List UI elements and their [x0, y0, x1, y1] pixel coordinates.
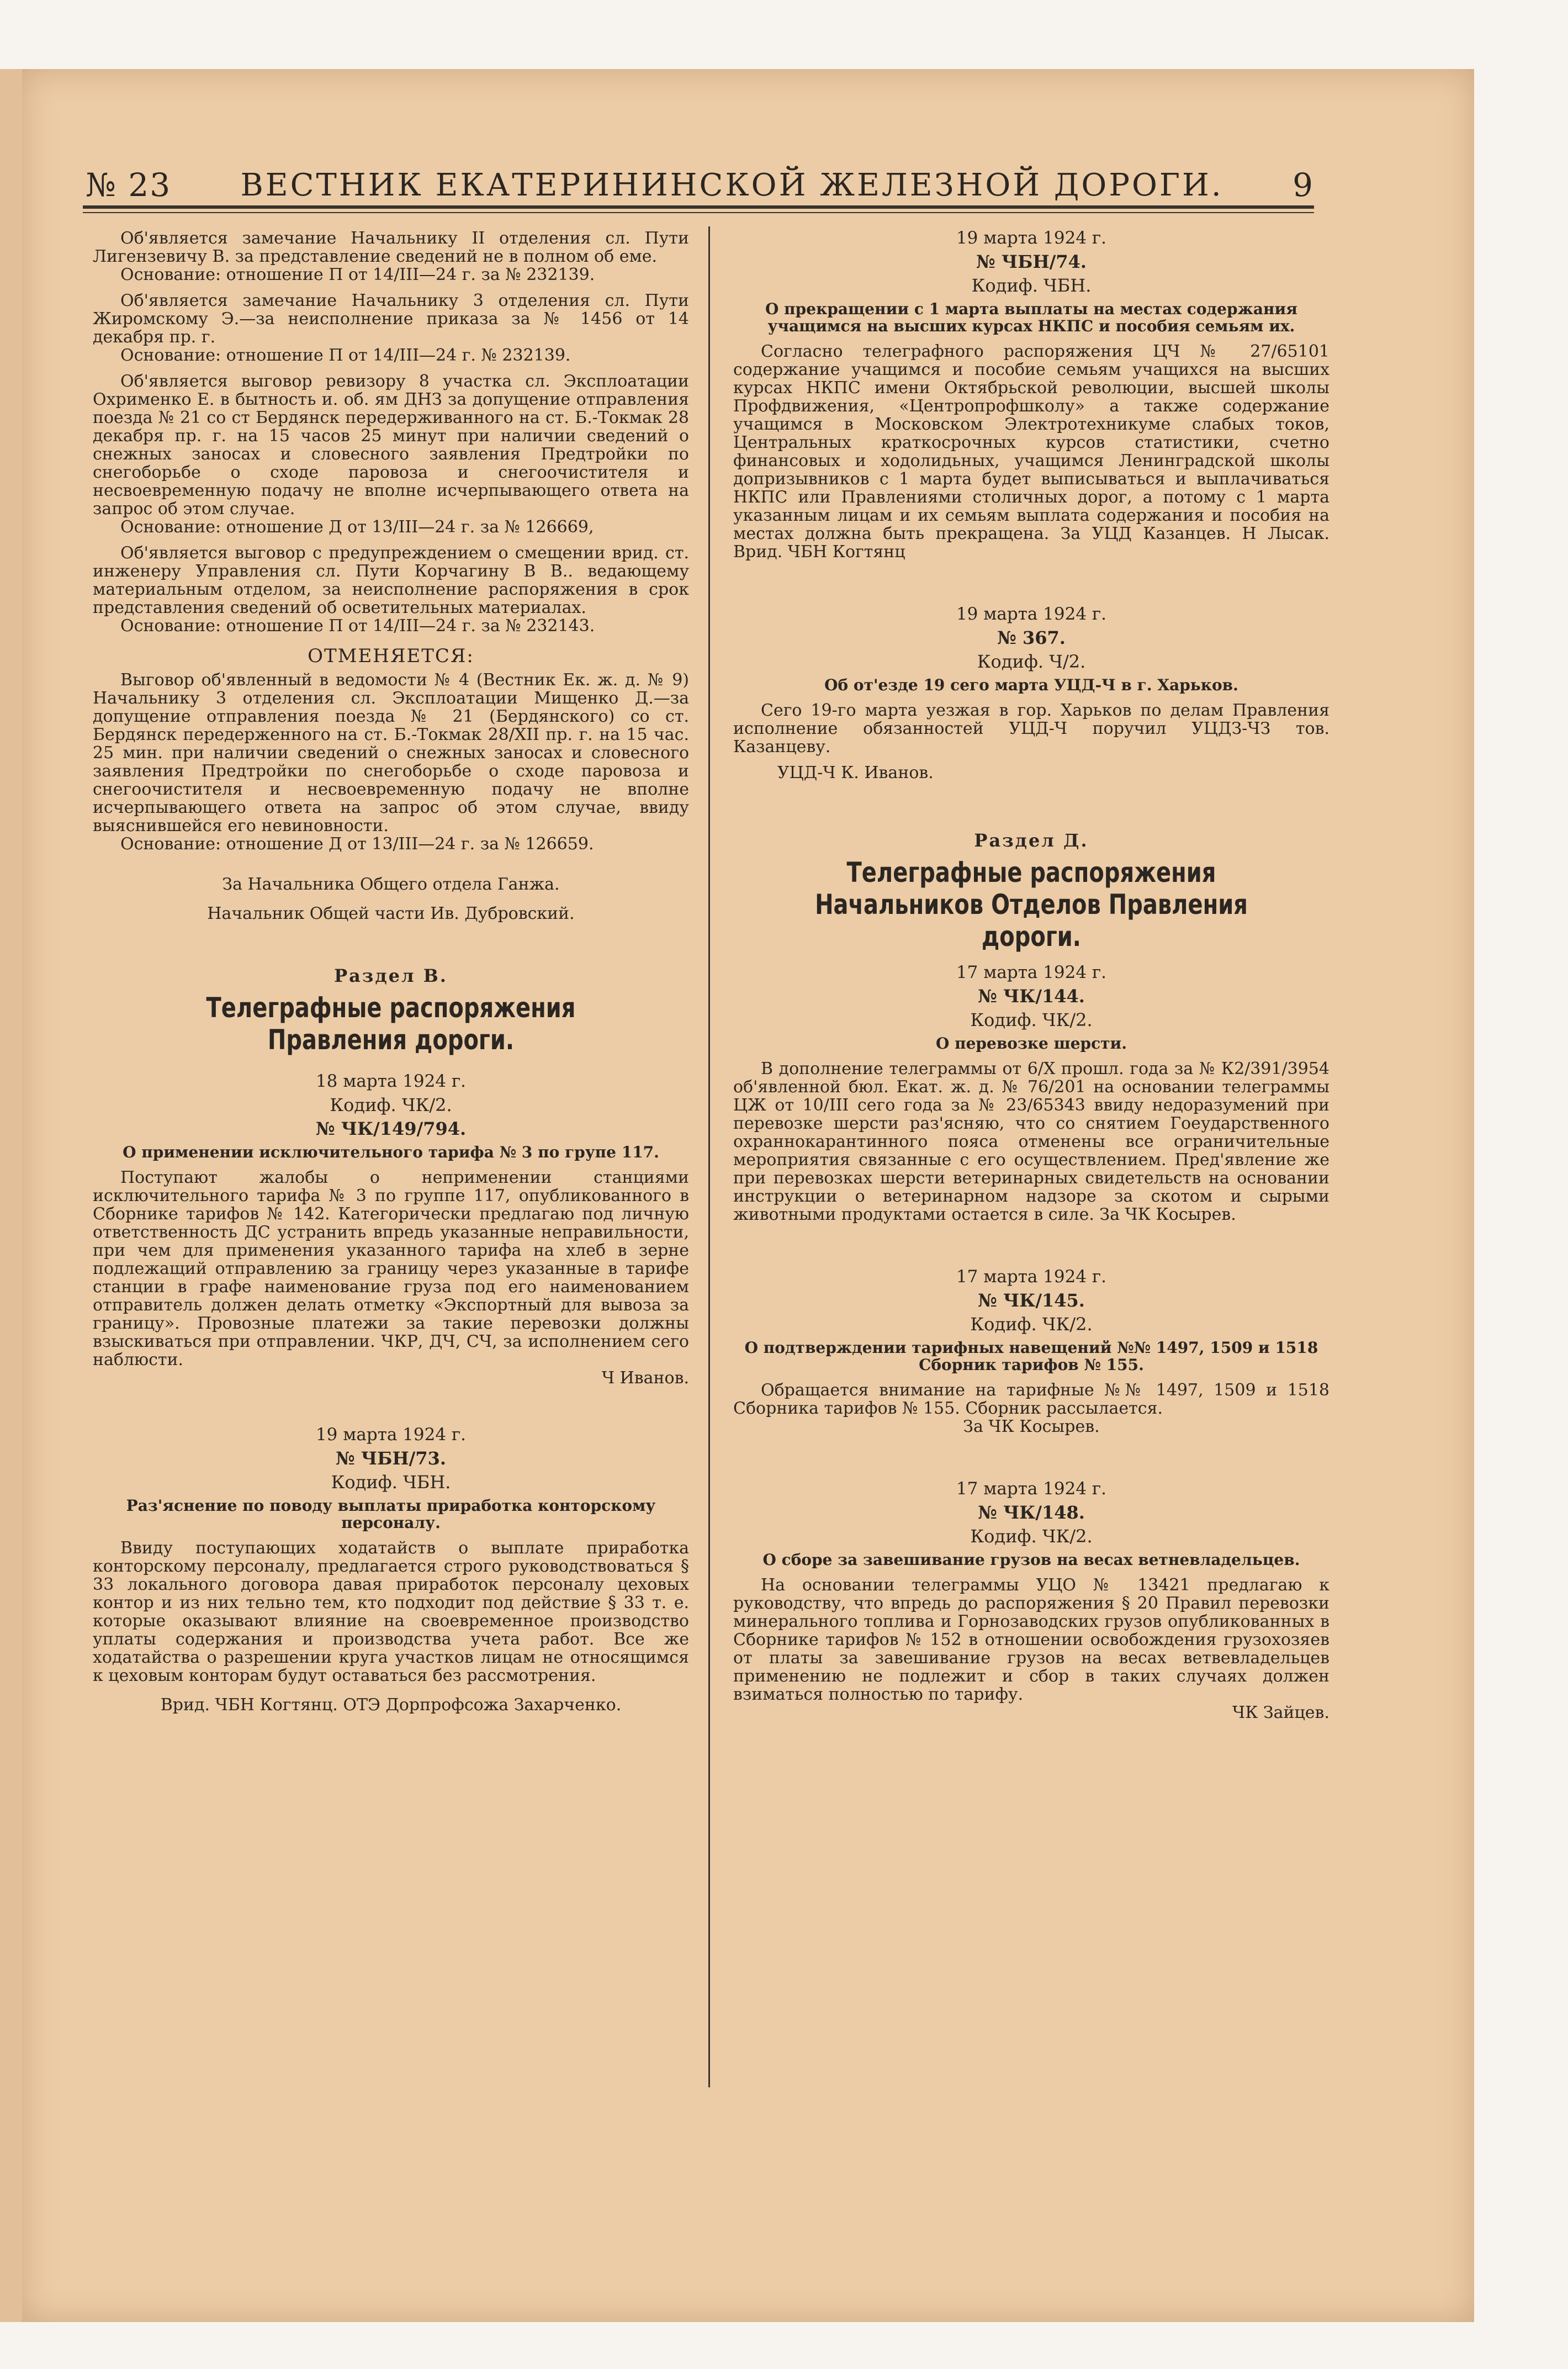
doc-subject: О перевозке шерсти. — [935, 1034, 1127, 1053]
paragraph: Согласно телеграфного распоряжения ЦЧ № 27/65101 содержание учащимся и пособие семьям учащихся на высших курсах НКПС имени Октябрьской революции, высшей школы Профдвижения, «Центропрофшколу» а также содержание учащимся в Московском Электротехникуме слабых токов, Центральных краткосрочных курсов статистики, счетно финансовых и ходолидьных, учащимся Ленинградской школы допризывников с 1 марта будет выписываться и выплачиваться НКПС или Правлениями столичных дорог, а потому с 1 марта указанным лицам и их семьям выплата содержания и пособия на местах должна быть прекращена. За УЦД Казанцев. Н Лысак. Врид. ЧБН Когтянц — [733, 342, 1329, 562]
doc-kodif: Кодиф. ЧК/2. — [970, 1009, 1093, 1030]
doc-number: № ЧБН/73. — [335, 1448, 447, 1469]
signature: Начальник Общей части Ив. Дубровский. — [207, 904, 575, 923]
doc-kodif: Кодиф. Ч/2. — [977, 651, 1086, 672]
paragraph: Основание: отношение Д от 13/III—24 г. за № 126659. — [120, 834, 594, 854]
doc-date: 19 марта 1924 г. — [315, 1425, 467, 1445]
doc-date: 19 марта 1924 г. — [956, 228, 1107, 248]
paragraph: Поступают жалобы о неприменении станциями исключительного тарифа № 3 по группе 117, опубликованного в Сборнике тарифов № 142. Категорически предлагаю под личную ответственность ДС устранить впредь указанные неправильности, при чем для применения указанного тарифа на хлеб в зерне подлежащий отправлению за границу через указанные в тарифе станции в графе наименование груза под его наименованием отправитель должен делать отметку «Экспортный для вывоза за границу». Провозные платежи за такие перевозки должны взыскиваться при отправлении. ЧКР, ДЧ, СЧ, за исполнением сего наблюсти. — [93, 1168, 689, 1369]
section-label: Раздел В. — [334, 965, 448, 986]
header-rule-thin — [83, 212, 1314, 213]
signature: За Начальника Общего отдела Ганжа. — [222, 875, 560, 894]
doc-date: 17 марта 1924 г. — [956, 1267, 1107, 1287]
doc-kodif: Кодиф. ЧБН. — [331, 1472, 451, 1493]
section-title: Телеграфные распоряжения Правления дороги. — [206, 992, 576, 1056]
paragraph: Выговор об'явленный в ведомости № 4 (Вестник Ек. ж. д. № 9) Начальнику 3 отделения сл. Эксплоатации Мищенко Д.—за допущение отправления поезда № 21 (Бердянского) со ст. Бердянск передерженного на ст. Б.-Токмак 28/XII пр. г. на 15 час. 25 мин. при наличии сведений о снежных заносах и словесного заявления Предтройки по снегоборьбе о сходе паровоза и снегоочистителя и несвоевременную подачу не вполне исчерпывающего ответа на запрос об этом случае, ввиду выяснившейся его невиновности. — [93, 670, 689, 836]
doc-subject: О сборе за завешивание грузов на весах ветневладельцев. — [762, 1551, 1300, 1569]
paragraph: Об'является выговор ревизору 8 участка сл. Эксплоатации Охрименко Е. в бытность и. об. ям ДНЗ за допущение отправления поезда № 21 со ст Бердянск передерживанного на ст. Б.-Токмак 28 декабря пр. г. на 15 часов 25 минут при наличии сведений о снежных заносах и словесного заявления Предтройки по снегоборьбе о сходе паровоза и снегоочистителя и несвоевременную подачу не вполне исчерпывающего ответа на запрос об этом случае. — [93, 372, 689, 519]
doc-number: № ЧБН/74. — [976, 251, 1087, 272]
section-heading: ОТМЕНЯЕТСЯ: — [308, 645, 474, 667]
doc-kodif: Кодиф. ЧК/2. — [330, 1094, 452, 1115]
issue-number: № 23 — [86, 166, 172, 204]
paragraph: Об'является выговор с предупреждением о смещении врид. ст. инженеру Управления сл. Пути Корчагину В В.. ведающему материальным отделом, за неисполнение распоряжения в срок представления сведений об осветительных материалах. — [93, 543, 689, 617]
doc-number: № ЧК/149/794. — [315, 1118, 467, 1139]
section-title: Телеграфные распоряжения Начальников Отделов Правления дороги. — [815, 856, 1248, 953]
header-rule-thick — [83, 205, 1314, 209]
doc-date: 17 марта 1924 г. — [956, 1479, 1107, 1499]
doc-subject: О подтверждении тарифных навещений №№ 1497, 1509 и 1518 Сборник тарифов № 155. — [744, 1339, 1318, 1374]
doc-subject: О применении исключительного тарифа № 3 по групе 117. — [123, 1143, 659, 1161]
paragraph: В дополнение телеграммы от 6/X прошл. года за № К2/391/3954 об'явленной бюл. Екат. ж. д. № 76/201 на основании телеграммы ЦЖ от 10/III сего года за № 23/65343 ввиду недоразумений при перевозке шерсти раз'ясняю, что со снятием Гоеударственного охраннокарантинного пояса отменены все ограничительные мероприятия связанные с его осуществлением. Пред'явление же при перевозках шерсти ветеринарных свидетельств на основании инструкции о ветеринарном надзоре за скотом и сырыми животными продуктами остается в силе. За ЧК Косырев. — [733, 1059, 1329, 1224]
doc-kodif: Кодиф. ЧК/2. — [970, 1526, 1093, 1547]
column-divider — [708, 226, 710, 2087]
signature: УЦД-Ч К. Иванов. — [777, 763, 934, 782]
doc-date: 19 марта 1924 г. — [956, 604, 1107, 624]
doc-kodif: Кодиф. ЧБН. — [971, 275, 1092, 296]
doc-number: № ЧК/145. — [978, 1290, 1085, 1311]
right-column — [733, 229, 1329, 1722]
left-column — [93, 229, 689, 1714]
doc-subject: Об от'езде 19 сего марта УЦД-Ч в г. Харьков. — [824, 676, 1238, 694]
paragraph: Сего 19-го марта уезжая в гор. Харьков по делам Правления исполнение обязанностей УЦД-Ч поручил УЦДЗ-ЧЗ тов. Казанцеву. — [733, 701, 1329, 757]
doc-subject: Раз'яснение по поводу выплаты приработка конторскому персоналу. — [126, 1497, 656, 1532]
doc-number: № ЧК/144. — [978, 986, 1085, 1007]
signature: ЧК Зайцев. — [1232, 1703, 1329, 1722]
doc-kodif: Кодиф. ЧК/2. — [970, 1314, 1093, 1335]
paragraph: Основание: отношение П от 14/III—24 г. № 232139. — [120, 346, 571, 365]
paragraph: Ввиду поступающих ходатайств о выплате приработка конторскому персоналу, предлагается строго руководствоваться § 33 локального договора давая приработок персоналу цеховых контор и из них тельно тем, кто подходит под действие § 33 т. е. которые оказывают влияние на своевременное производство уплаты содержания и производства учета работ. Все же ходатайства о разрешении круга участков лицам не относящимся к цеховым конторам будут оставаться без рассмотрения. — [93, 1538, 689, 1685]
doc-number: № ЧК/148. — [978, 1502, 1085, 1523]
section-label: Раздел Д. — [974, 830, 1089, 851]
paragraph: Основание: отношение Д от 13/III—24 г. за № 126669, — [120, 517, 594, 537]
signature: За ЧК Косырев. — [963, 1417, 1100, 1436]
signature: Врид. ЧБН Когтянц. ОТЭ Дорпрофсожа Захарченко. — [160, 1695, 622, 1715]
paragraph: Основание: отношение П от 14/III—24 г. за № 232143. — [120, 616, 595, 636]
newspaper-title: ВЕСТНИК ЕКАТЕРИНИНСКОЙ ЖЕЛЕЗНОЙ ДОРОГИ. — [240, 167, 1223, 203]
doc-number: № 367. — [997, 627, 1066, 648]
doc-date: 18 марта 1924 г. — [315, 1071, 467, 1091]
paragraph: Об'является замечание Начальнику 3 отделения сл. Пути Жиромскому Э.—за неисполнение приказа за № 1456 от 14 декабря пр. г. — [93, 291, 689, 347]
doc-subject: О прекращении с 1 марта выплаты на местах содержания учащимся на высших курсах НКПС и пособия семьям их. — [765, 300, 1297, 335]
signature: Ч Иванов. — [601, 1368, 689, 1388]
page-header — [86, 166, 1314, 204]
paragraph: Основание: отношение П от 14/III—24 г. за № 232139. — [120, 265, 595, 284]
paper-left-edge — [0, 69, 22, 2322]
page-number: 9 — [1292, 166, 1314, 204]
paragraph: Обращается внимание на тарифные №№ 1497, 1509 и 1518 Сборника тарифов № 155. Сборник рассылается. — [733, 1381, 1329, 1418]
doc-date: 17 марта 1924 г. — [956, 963, 1107, 982]
paragraph: Об'является замечание Начальнику II отделения сл. Пути Лигензевичу В. за представление сведений не в полном об еме. — [93, 229, 689, 266]
paragraph: На основании телеграммы УЦО № 13421 предлагаю к руководству, что впредь до распоряжения § 20 Правил перевозки минерального топлива и Горнозаводских грузов опубликованных в Сборнике тарифов № 152 в отношении освобождения грузохозяев от платы за завешивание грузов на весах ветвевладельцев применению не подлежит и сбор в таких случаях должен взиматься полностью по тарифу. — [733, 1575, 1329, 1704]
